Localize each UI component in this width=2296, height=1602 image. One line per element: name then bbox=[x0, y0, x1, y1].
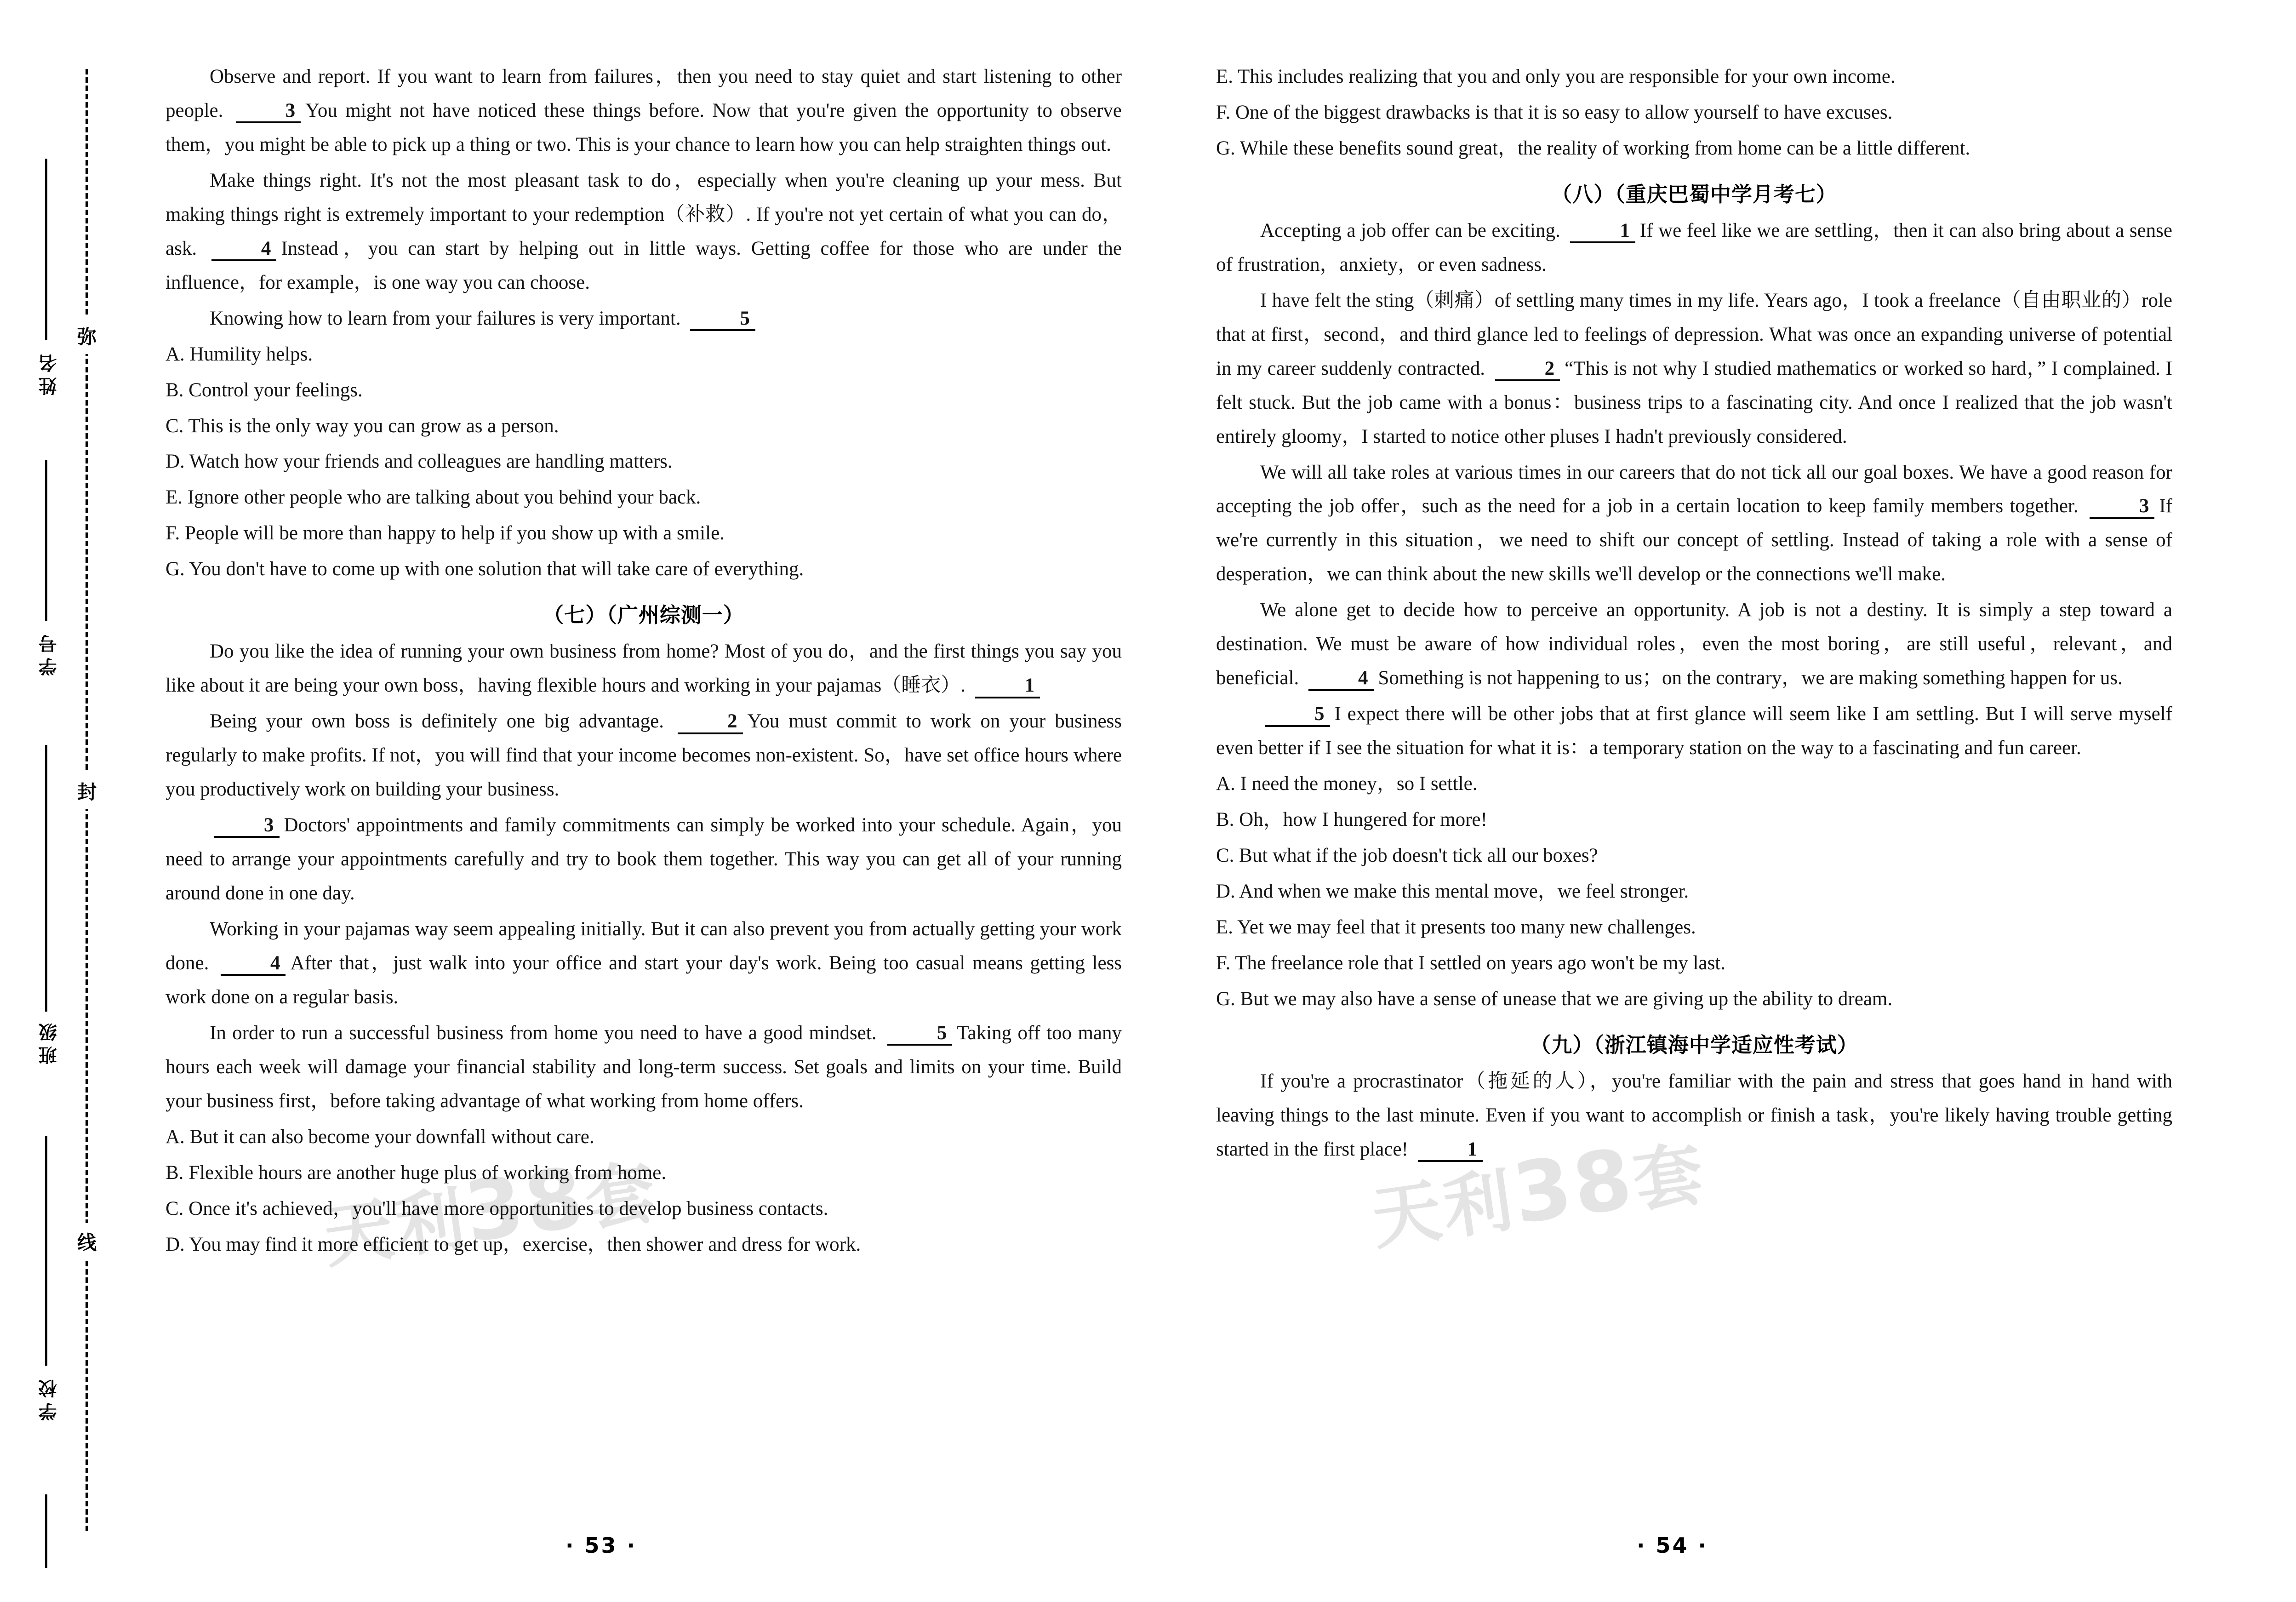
left-text-column bbox=[166, 60, 1122, 1263]
paragraph-text: Accepting a job offer can be exciting. bbox=[1260, 219, 1566, 241]
answer-blank-4[interactable]: 4 bbox=[211, 238, 277, 261]
paragraph bbox=[166, 912, 1122, 1014]
answer-blank-3[interactable]: 3 bbox=[2090, 495, 2155, 519]
seal-rule-2 bbox=[45, 460, 47, 621]
option-item[interactable]: F. People will be more than happy to help if you show up with a smile. bbox=[166, 522, 725, 544]
paragraph-text: I expect there will be other jobs that at first glance will seem like I am settling. But I will serve myself even better if I see the situation for what it is：a temporary station on the way to a fascinating and fun career. bbox=[1216, 703, 2172, 759]
paragraph bbox=[1216, 214, 2172, 282]
answer-blank-5[interactable]: 5 bbox=[690, 308, 755, 331]
paragraph-text: After that，just walk into your office and start your day's work. Being too casual means getting less work done on a regular basis. bbox=[166, 952, 1122, 1008]
paragraph-text: We will all take roles at various times in our careers that do not tick all our goal boxes. We have a good reason for accepting the job offer，such as the need for a job in a certain location to keep family members together. bbox=[1216, 461, 2172, 517]
seal-dash-label-feng: 封 bbox=[74, 772, 99, 809]
option-item[interactable]: C. But what if the job doesn't tick all our boxes? bbox=[1216, 845, 1598, 867]
seal-dash-label-xian: 线 bbox=[74, 1223, 99, 1260]
paragraph bbox=[1216, 284, 2172, 454]
right-text-column bbox=[1216, 60, 2172, 1168]
option-item[interactable]: B. Flexible hours are another huge plus of working from home. bbox=[166, 1161, 667, 1184]
watermark-suffix: 套 bbox=[1628, 1133, 1711, 1223]
option-item[interactable]: F. The freelance role that I settled on years ago won't be my last. bbox=[1216, 952, 1726, 974]
paragraph-text: Working in your pajamas way seem appealing initially. But it can also prevent you from actually getting your work done. bbox=[166, 918, 1122, 974]
option-item[interactable]: A. I need the money，so I settle. bbox=[1216, 773, 1478, 795]
option-item[interactable]: C. Once it's achieved，you'll have more opportunities to develop business contacts. bbox=[166, 1197, 828, 1219]
paragraph bbox=[1216, 593, 2172, 695]
seal-rule-top bbox=[45, 159, 47, 340]
watermark-prefix: 天利 bbox=[319, 1179, 472, 1278]
option-item[interactable]: E. This includes realizing that you and only you are responsible for your own income. bbox=[1216, 66, 1896, 87]
paragraph-text: You might not have noticed these things before. Now that you're given the opportunity to observe them，you might be able to pick up a thing or two. This is your chance to learn how you can help straighten things out. bbox=[166, 99, 1122, 155]
paragraph bbox=[166, 164, 1122, 300]
seal-field-school: 学校 bbox=[39, 1375, 60, 1421]
seal-field-name: 姓名 bbox=[39, 349, 60, 395]
paragraph bbox=[166, 302, 1122, 336]
paragraph bbox=[166, 1016, 1122, 1118]
section-heading-nine: （九）（浙江镇海中学适应性考试） bbox=[1530, 1032, 1858, 1057]
paragraph bbox=[1216, 456, 2172, 592]
answer-blank-1[interactable]: 1 bbox=[975, 675, 1040, 698]
answer-blank-1[interactable]: 1 bbox=[1418, 1139, 1483, 1162]
paragraph-text: Doctors' appointments and family commitments can simply be worked into your schedule. Again，you need to arrange your appointments carefully and try to book them together. This way you can get all of your running around done in one day. bbox=[166, 814, 1122, 904]
option-item[interactable]: C. This is the only way you can grow as a person. bbox=[166, 415, 559, 437]
answer-blank-4[interactable]: 4 bbox=[221, 952, 286, 976]
watermark-number: 38 bbox=[1507, 1130, 1640, 1243]
seal-rule-bottom bbox=[45, 1494, 47, 1568]
paragraph-text: If we feel like we are settling，then it can also bring about a sense of frustration，anxiety，or even sadness. bbox=[1216, 219, 2172, 275]
watermark-prefix: 天利 bbox=[1367, 1160, 1520, 1259]
paragraph-text: In order to run a successful business from home you need to have a good mindset. bbox=[210, 1022, 883, 1044]
paragraph bbox=[166, 60, 1122, 162]
paragraph-text: Knowing how to learn from your failures is very important. bbox=[210, 307, 686, 329]
option-item[interactable]: G. But we may also have a sense of unease that we are giving up the ability to dream. bbox=[1216, 988, 1893, 1010]
paragraph-text: We alone get to decide how to perceive an opportunity. A job is not a destiny. It is simply a step toward a destination. We must be aware of how individual roles，even the most boring，are still useful，relevant，and beneficial. bbox=[1216, 599, 2172, 689]
answer-blank-3[interactable]: 3 bbox=[236, 100, 301, 123]
option-item[interactable]: E. Yet we may feel that it presents too many new challenges. bbox=[1216, 916, 1696, 938]
option-item[interactable]: B. Oh，how I hungered for more! bbox=[1216, 809, 1487, 831]
option-item[interactable]: E. Ignore other people who are talking about you behind your back. bbox=[166, 486, 701, 509]
paragraph-text: “This is not why I studied mathematics or worked so hard，” I complained. I felt stuck. But the job came with a bonus：business trips to a fascinating city. And once I realized that the job wasn't entirely gloomy，I started to notice other pluses I hadn't previously considered. bbox=[1216, 357, 2172, 447]
seal-margin bbox=[0, 0, 120, 1602]
paragraph-text: Make things right. It's not the most pleasant task to do，especially when you're cleaning up your mess. But making things right is extremely important to your redemption（补救）. If you're not yet certain of what you can do，ask. bbox=[166, 169, 1122, 259]
paragraph-text: Something is not happening to us；on the contrary，we are making something happen for us. bbox=[1378, 667, 2123, 689]
page-number-left: · 53 · bbox=[565, 1533, 637, 1558]
option-item[interactable]: D. And when we make this mental move，we feel stronger. bbox=[1216, 880, 1689, 902]
option-item[interactable]: A. But it can also become your downfall without care. bbox=[166, 1126, 594, 1148]
seal-rule-4 bbox=[45, 1136, 47, 1366]
seal-rule-3 bbox=[45, 745, 47, 1012]
section-heading-eight: （八）（重庆巴蜀中学月考七） bbox=[1551, 182, 1837, 206]
paragraph-text: Do you like the idea of running your own business from home? Most of you do，and the first things you say you like about it are being your own boss，having flexible hours and working in your pajamas（睡衣）. bbox=[166, 641, 1122, 697]
answer-blank-5[interactable]: 5 bbox=[1265, 703, 1330, 727]
paragraph bbox=[166, 704, 1122, 807]
paragraph bbox=[1216, 697, 2172, 765]
paragraph-text: You must commit to work on your business regularly to make profits. If not，you will find that your income becomes non-existent. So，have set office hours where you productively work on building your business. bbox=[166, 710, 1122, 801]
option-item[interactable]: B. Control your feelings. bbox=[166, 379, 363, 401]
paragraph bbox=[1216, 1064, 2172, 1167]
paragraph-text: Taking off too many hours each week will damage your financial stability and long-term success. Set goals and limits on your time. Build your business first，before taking advantage of what working from home offers. bbox=[166, 1022, 1122, 1112]
paragraph-text: Being your own boss is definitely one big advantage. bbox=[210, 710, 674, 732]
paragraph-text: If we're currently in this situation，we need to shift our concept of settling. Instead of taking a role with a sense of desperation，we can think about the new skills we'll develop or the connections we'll make. bbox=[1216, 495, 2172, 585]
paragraph bbox=[166, 808, 1122, 910]
answer-blank-1[interactable]: 1 bbox=[1570, 220, 1635, 243]
paragraph-text: Observe and report. If you want to learn from failures，then you need to stay quiet and start listening to other people. bbox=[166, 66, 1122, 121]
page-number-right: · 54 · bbox=[1637, 1533, 1708, 1558]
answer-blank-2[interactable]: 2 bbox=[678, 710, 743, 734]
paragraph-text: Instead，you can start by helping out in little ways. Getting coffee for those who are under the influence，for example，is one way you can choose. bbox=[166, 237, 1122, 293]
watermark-number: 38 bbox=[459, 1149, 592, 1261]
option-item[interactable]: G. While these benefits sound great，the reality of working from home can be a little different. bbox=[1216, 137, 1970, 159]
seal-dash-label-mi: 弥 bbox=[74, 317, 99, 354]
paragraph bbox=[166, 635, 1122, 703]
option-item[interactable]: D. Watch how your friends and colleagues are handling matters. bbox=[166, 451, 673, 473]
paragraph-text: I have felt the sting（刺痛）of settling many times in my life. Years ago，I took a freelance（自由职业的）role that at first，second，and third glance led to feelings of depression. What was once an expanding universe of potential in my career suddenly contracted. bbox=[1216, 289, 2172, 379]
section-heading-seven: （七）（广州综测一） bbox=[543, 603, 744, 628]
seal-field-studentid: 学号 bbox=[39, 630, 60, 676]
answer-blank-4[interactable]: 4 bbox=[1308, 667, 1374, 691]
answer-blank-3[interactable]: 3 bbox=[214, 814, 280, 838]
option-item[interactable]: A. Humility helps. bbox=[166, 343, 313, 365]
answer-blank-5[interactable]: 5 bbox=[887, 1022, 953, 1046]
option-item[interactable]: D. You may find it more efficient to get up，exercise，then shower and dress for work. bbox=[166, 1233, 861, 1255]
answer-blank-2[interactable]: 2 bbox=[1495, 358, 1560, 381]
paragraph-text: If you're a procrastinator（拖延的人），you're familiar with the pain and stress that goes hand in hand with leaving things to the last minute. Even if you want to accomplish or finish a task，you're likely having trouble getting started in the first place! bbox=[1216, 1070, 2172, 1160]
watermark-suffix: 套 bbox=[580, 1151, 663, 1241]
option-item[interactable]: F. One of the biggest drawbacks is that it is so easy to allow yourself to have excuses. bbox=[1216, 101, 1893, 123]
seal-field-class: 班级 bbox=[39, 1018, 60, 1064]
option-item[interactable]: G. You don't have to come up with one solution that will take care of everything. bbox=[166, 558, 804, 580]
